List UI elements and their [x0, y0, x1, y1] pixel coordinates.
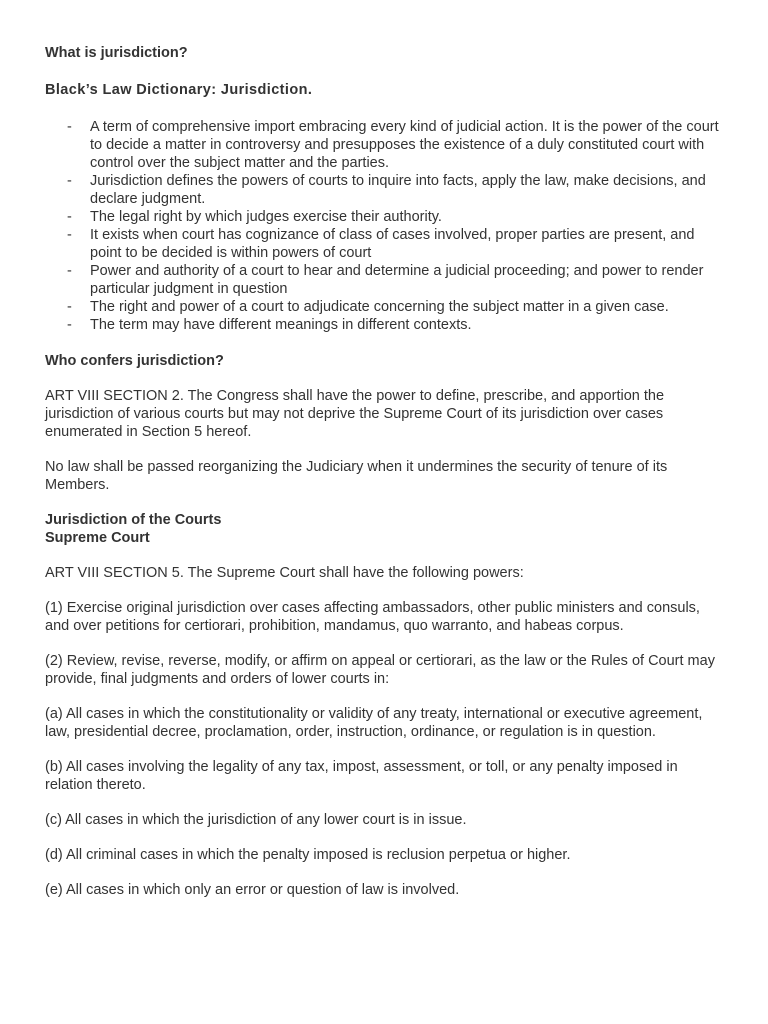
definition-item [45, 208, 728, 226]
definition-text: The right and power of a court to adjudicate concerning the subject matter in a given case. [90, 299, 669, 315]
bullet-dash: - [67, 227, 72, 243]
power-item-1: (1) Exercise original jurisdiction over cases affecting ambassadors, other public ministers and consuls, and over petitions for certiorari, prohibition, mandamus, quo warranto, and habeas corpus. [45, 600, 700, 634]
bullet-dash: - [67, 173, 72, 189]
definition-text: It exists when court has cognizance of class of cases involved, proper parties are present, and point to be decided is within powers of court [90, 227, 695, 261]
power-item-2: (2) Review, revise, reverse, modify, or affirm on appeal or certiorari, as the law or the Rules of Court may provide, final judgments and orders of lower courts in: [45, 653, 715, 687]
heading-jurisdiction-of-courts: Jurisdiction of the Courts [45, 512, 222, 528]
power-item-a: (a) All cases in which the constitutionality or validity of any treaty, international or executive agreement, law, presidential decree, proclamation, order, instruction, ordinance, or regulation is in question. [45, 706, 703, 740]
power-item-c: (c) All cases in which the jurisdiction of any lower court is in issue. [45, 812, 467, 828]
bullet-dash: - [67, 119, 72, 135]
section-heading-group [45, 511, 728, 547]
definition-item [45, 316, 728, 334]
definition-item [45, 262, 728, 298]
bullet-dash: - [67, 317, 72, 333]
definition-text: Power and authority of a court to hear and determine a judicial proceeding; and power to render particular judgment in question [90, 263, 704, 297]
definition-text: Jurisdiction defines the powers of courts to inquire into facts, apply the law, make decisions, and declare judgment. [90, 173, 706, 207]
power-item-b: (b) All cases involving the legality of any tax, impost, assessment, or toll, or any penalty imposed in relation thereto. [45, 759, 678, 793]
definition-text: The term may have different meanings in different contexts. [90, 317, 472, 333]
definition-text: A term of comprehensive import embracing every kind of judicial action. It is the power of the court to decide a matter in controversy and presupposes the existence of a duly constituted court with control over the subject matter and the parties. [90, 119, 719, 171]
definition-text: The legal right by which judges exercise their authority. [90, 209, 442, 225]
definition-item [45, 298, 728, 316]
definition-item [45, 226, 728, 262]
definitions-list [45, 118, 728, 334]
heading-who-confers-jurisdiction: Who confers jurisdiction? [45, 353, 224, 369]
heading-supreme-court: Supreme Court [45, 530, 150, 546]
paragraph-art-viii-sec-5: ART VIII SECTION 5. The Supreme Court shall have the following powers: [45, 565, 524, 581]
power-item-d: (d) All criminal cases in which the penalty imposed is reclusion perpetua or higher. [45, 847, 571, 863]
bullet-dash: - [67, 299, 72, 315]
heading-blacks-law-dictionary: Black’s Law Dictionary: Jurisdiction. [45, 82, 313, 98]
bullet-dash: - [67, 263, 72, 279]
paragraph-no-law: No law shall be passed reorganizing the Judiciary when it undermines the security of tenure of its Members. [45, 459, 668, 493]
heading-what-is-jurisdiction: What is jurisdiction? [45, 45, 188, 61]
bullet-dash: - [67, 209, 72, 225]
definition-item [45, 172, 728, 208]
power-item-e: (e) All cases in which only an error or question of law is involved. [45, 882, 460, 898]
definition-item [45, 118, 728, 172]
paragraph-art-viii-sec-2: ART VIII SECTION 2. The Congress shall have the power to define, prescribe, and apportion the jurisdiction of various courts but may not deprive the Supreme Court of its jurisdiction over cases enumerated in Section 5 hereof. [45, 388, 665, 440]
